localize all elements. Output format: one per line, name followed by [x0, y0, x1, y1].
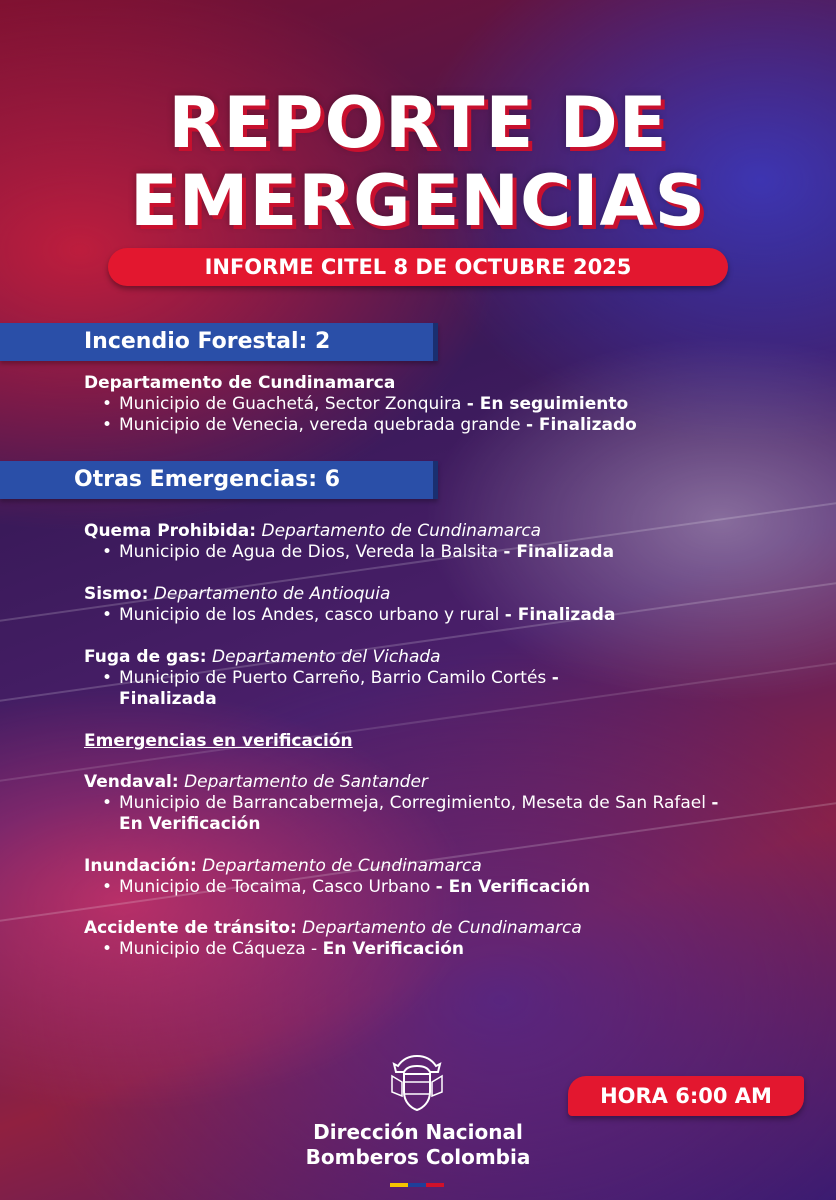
item-text: Municipio de Cáqueza - [119, 939, 323, 959]
status-text: En Verificación [322, 939, 465, 959]
list-item [119, 542, 764, 563]
title-line-1: REPORTE DE [168, 82, 668, 164]
incendio-heading: Incendio Forestal: 2 [0, 323, 438, 361]
list-item [119, 394, 764, 415]
event-sismo [84, 584, 764, 626]
incendio-list [84, 394, 764, 436]
event-inundacion [84, 856, 764, 898]
status-text: - En Verificación [435, 877, 591, 897]
event-label: Fuga de gas: [84, 647, 207, 667]
event-label: Accidente de tránsito: [84, 918, 297, 938]
organization-line-2: Bomberos Colombia [305, 1145, 531, 1169]
status-text: - Finalizado [525, 415, 637, 435]
flag-yellow [390, 1183, 408, 1187]
event-department: Departamento de Cundinamarca [296, 918, 582, 938]
coat-of-arms-icon [384, 1052, 450, 1114]
colombia-flag-stripe [390, 1183, 444, 1187]
event-department: Departamento de Antioquia [148, 584, 391, 604]
flag-red [426, 1183, 444, 1187]
event-department: Departamento del Vichada [206, 647, 441, 667]
verification-heading: Emergencias en verificación [84, 731, 353, 751]
incendio-block [84, 373, 764, 436]
verification-heading-block [84, 731, 764, 752]
event-accidente [84, 918, 764, 960]
report-subtitle-badge: INFORME CITEL 8 DE OCTUBRE 2025 [108, 248, 728, 286]
status-text: - En seguimiento [466, 394, 629, 414]
event-department: Departamento de Cundinamarca [196, 856, 482, 876]
incendio-department: Departamento de Cundinamarca [84, 373, 396, 393]
status-text: - Finalizada [119, 668, 559, 709]
title-line-2: EMERGENCIAS [129, 160, 707, 242]
event-label: Sismo: [84, 584, 149, 604]
status-text: - Finalizada [504, 605, 616, 625]
event-department: Departamento de Santander [178, 772, 428, 792]
list-item [119, 939, 764, 960]
time-badge: HORA 6:00 AM [568, 1076, 804, 1116]
status-text: - En Verificación [119, 793, 719, 834]
item-text: Municipio de los Andes, casco urbano y rural [119, 605, 505, 625]
list-item [119, 605, 764, 626]
item-text: Municipio de Agua de Dios, Vereda la Balsita [119, 542, 504, 562]
list-item [119, 415, 764, 436]
event-label: Quema Prohibida: [84, 521, 257, 541]
event-quema [84, 521, 764, 563]
event-department: Departamento de Cundinamarca [256, 521, 542, 541]
otras-heading: Otras Emergencias: 6 [0, 461, 438, 499]
event-vendaval [84, 772, 764, 835]
list-item [119, 877, 764, 898]
event-fuga-gas [84, 647, 764, 710]
event-label: Inundación: [84, 856, 197, 876]
item-text: Municipio de Puerto Carreño, Barrio Camilo Cortés [119, 668, 552, 688]
flag-blue [408, 1183, 426, 1187]
item-text: Municipio de Tocaima, Casco Urbano [119, 877, 436, 897]
item-text: Municipio de Venecia, vereda quebrada grande [119, 415, 526, 435]
status-text: - Finalizada [503, 542, 615, 562]
list-item [119, 668, 624, 710]
event-label: Vendaval: [84, 772, 179, 792]
item-text: Municipio de Barrancabermeja, Corregimiento, Meseta de San Rafael [119, 793, 712, 813]
item-text: Municipio de Guachetá, Sector Zonquira [119, 394, 467, 414]
list-item [119, 793, 724, 835]
organization-line-1: Dirección Nacional [313, 1120, 523, 1144]
